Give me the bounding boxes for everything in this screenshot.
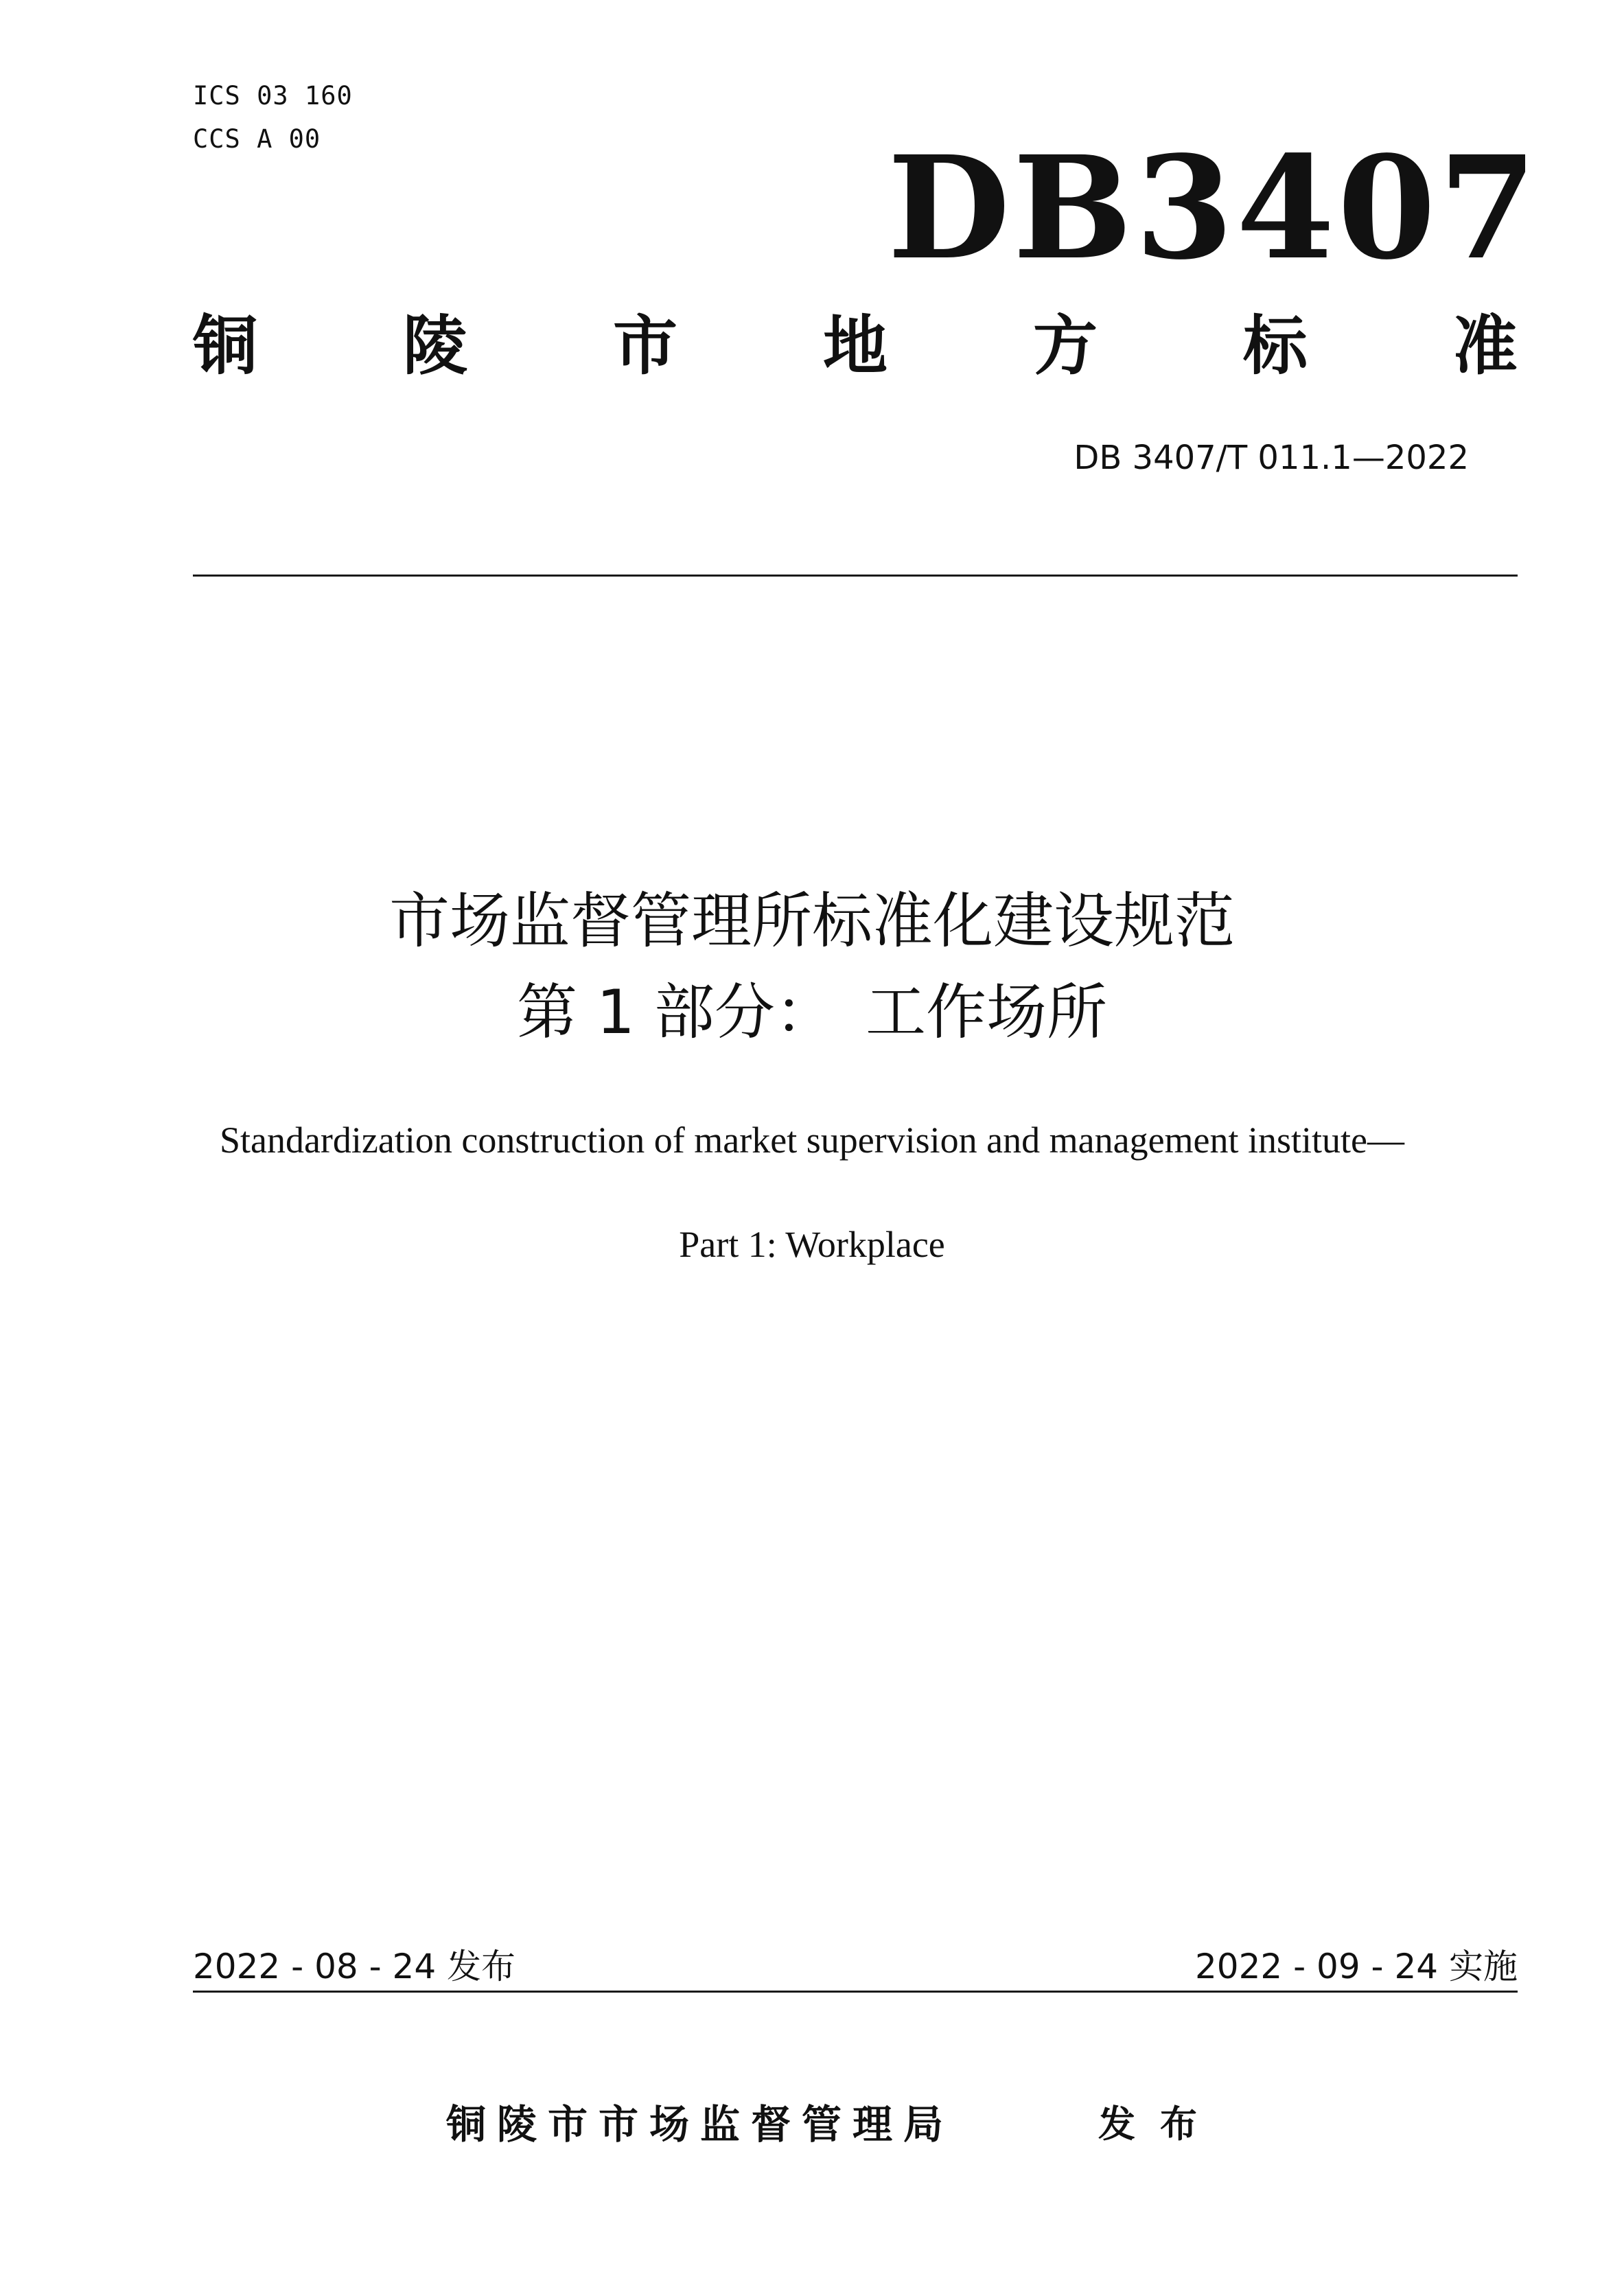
heading-char: 铜 — [193, 309, 258, 384]
english-title-line-2: Part 1: Workplace — [679, 1224, 945, 1265]
chinese-title-line-1: 市场监督管理所标准化建设规范 — [388, 885, 1235, 956]
heading-char: 准 — [1452, 309, 1518, 384]
top-divider — [193, 575, 1518, 577]
standard-number: DB 3407/T 011.1—2022 — [1074, 439, 1469, 477]
heading-char: 标 — [1242, 309, 1308, 384]
issue-date: 2022 - 08 - 24 发布 — [193, 1947, 516, 1986]
issue-action-label: 发布 — [1098, 2102, 1222, 2146]
english-title-line-1: Standardization construction of market supervision and management institute— — [219, 1120, 1405, 1161]
heading-char: 市 — [612, 309, 677, 384]
heading-char: 地 — [822, 309, 888, 384]
chinese-title-line-2: 第 1 部分： 工作场所 — [517, 977, 1107, 1047]
bottom-divider — [193, 1991, 1518, 1993]
heading-char: 陵 — [402, 309, 467, 384]
ics-code: ICS 03 160 — [193, 81, 353, 111]
implementation-date: 2022 - 09 - 24 实施 — [1194, 1947, 1518, 1986]
db-code-logo: DB3407 — [888, 125, 1540, 291]
issuing-authority: 铜陵市市场监督管理局 — [446, 2101, 955, 2148]
ccs-code: CCS A 00 — [193, 124, 321, 154]
heading-char: 方 — [1032, 309, 1098, 384]
local-standard-heading — [193, 309, 1518, 384]
